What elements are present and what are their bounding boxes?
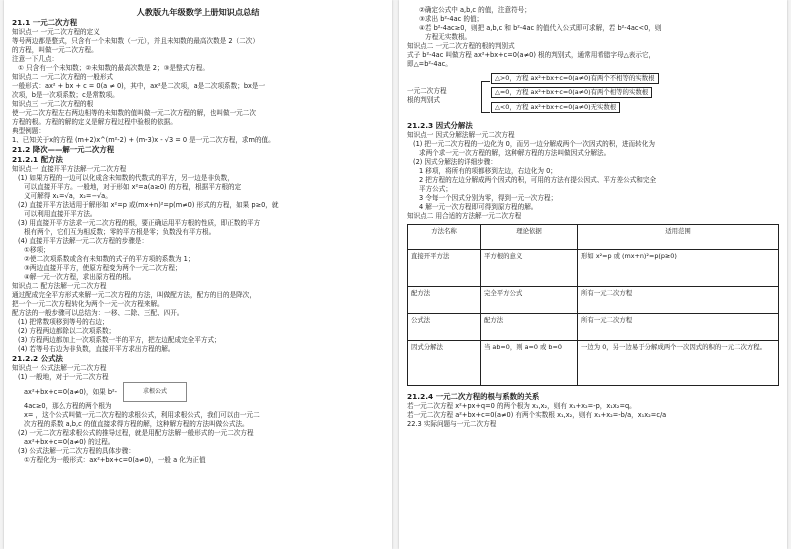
diagram-case-negative: △<0，方程 ax²+bx+c=0(a≠0)无实数根: [491, 102, 620, 113]
text-line: 知识点二 配方法解一元二次方程: [12, 282, 107, 290]
text-line: 2 把方程的左边分解成两个因式的积，可用的方法有提公因式、平方差公式和完全: [419, 176, 657, 184]
text-line: 知识点二 一元二次方程的根的判别式: [407, 42, 515, 50]
table-cell: 一边为 0，另一边易于分解成两个一次因式的积的一元二次方程。: [578, 341, 779, 386]
text-line: 22.3 实际问题与一元二次方程: [407, 420, 497, 428]
text-line: 一般形式：ax² + bx + c = 0(a ≠ 0)，其中，ax²是二次项，a是二次项系数；bx是一: [12, 82, 266, 90]
table-cell: 直接开平方法: [408, 250, 481, 287]
table-cell: 配方法: [481, 314, 578, 341]
text-line: 方程无实数根。: [425, 33, 472, 41]
text-line: 知识点一 直接开平方法解一元二次方程: [12, 165, 127, 173]
table-row: [408, 341, 779, 386]
diagram-label-line1: 一元二次方程: [407, 87, 447, 95]
text-line: 式子 b²-4ac 叫做方程 ax²+bx+c=0(a≠0) 根的判别式，通常用希腊字母△表示它，: [407, 51, 656, 59]
text-line: ④若 b²-4ac≥0，则把 a,b,c 和 b²-4ac 的值代入公式即可求解，若 b²-4ac<0，则: [419, 24, 662, 32]
text-line: 1 移项，将所有的项都移到左边，右边化为 0；: [419, 167, 557, 175]
text-line: 3 令每一个因式分别为零，得到一元一次方程；: [419, 194, 558, 202]
text-line: 知识点一 公式法解一元二次方程: [12, 364, 107, 372]
text-line: 即△=b²-4ac。: [407, 60, 452, 68]
text-line: 义可解得 x₁=√a，x₂=−√a。: [24, 192, 112, 200]
text-line: (3) 公式法解一元二次方程的具体步骤：: [18, 447, 135, 455]
text-line: (1) 把一元二次方程的一边化为 0，而另一边分解成两个一次因式的积，进而转化为: [413, 140, 655, 148]
text-line: 求两个求一元一次方程的解，这种解方程的方法叫做因式分解法。: [419, 149, 611, 157]
text-line: 若一元二次方程 a²+bx+c=0(a≠0) 有两个实数根 x₁,x₂，则有 x₁+x₂=-b/a，x₁x₂=c/a: [407, 411, 667, 419]
table-header-cell: 方法名称: [408, 225, 481, 250]
text-line: 1、已知关于x的方程 (m+2)x^(m²-2) + (m-3)x - √3 = 0 是一元二次方程，求m的值。: [12, 136, 275, 144]
text-line: (2) 方程两边都除以二次项系数；: [18, 327, 116, 335]
table-cell: 平方根的意义: [481, 250, 578, 287]
text-line: 的方程，叫做一元二次方程。: [12, 46, 98, 54]
text-line: 4 解一元一次方程即可得到原方程的解。: [419, 203, 538, 211]
text-line: ①移项；: [24, 246, 50, 254]
text-line: 知识点一 因式分解法解一元二次方程: [407, 131, 515, 139]
table-header-cell: 理论依据: [481, 225, 578, 250]
section-heading: 21.2.2 公式法: [12, 354, 63, 363]
document-page-left: [4, 0, 392, 549]
section-heading: 21.2 降次——解一元二次方程: [12, 145, 115, 154]
diagram-brace: [481, 81, 490, 113]
text-line: (1) 一般地，对于一元二次方程: [18, 373, 109, 381]
table-cell: 配方法: [408, 287, 481, 314]
text-line: (1) 如果方程的一边可以化成含未知数的代数式的平方，另一边是非负数，: [18, 174, 234, 182]
table-cell: 当 ab=0，则 a=0 或 b=0: [481, 341, 578, 386]
text-line: ax²+bx+c=0(a≠0)，如果 b²- 求根公式: [12, 382, 384, 402]
text-line: 使一元二次方程左右两边相等的未知数的值叫做一元二次方程的解，也叫做一元二次: [12, 109, 256, 117]
text-line: ③求出 b²-4ac 的值；: [419, 15, 484, 23]
text-line: (3) 方程两边都加上一次项系数一半的平方，把左边配成完全平方式；: [18, 336, 221, 344]
table-cell: 形如 x²=p 或 (mx+n)²=p(p≥0): [578, 250, 779, 287]
text-line: 知识点一 一元二次方程的定义: [12, 28, 100, 36]
diagram-label-line2: 根的判别式: [407, 96, 440, 104]
table-header-cell: 适用范围: [578, 225, 779, 250]
section-heading: 21.2.3 因式分解法: [407, 121, 473, 130]
text-line: ① 只含有一个未知数；②未知数的最高次数是 2；③是整式方程。: [18, 64, 209, 72]
text-line: 配方法的一般步骤可以总结为：一移、二除、三配、四开。: [12, 309, 184, 317]
table-row: [408, 250, 779, 287]
document-title: 人教版九年级数学上册知识点总结: [136, 7, 260, 17]
section-heading: 21.1 一元二次方程: [12, 18, 78, 27]
text-line: 根有两个，它们互为相反数；零的平方根是零；负数没有平方根。: [24, 228, 216, 236]
discriminant-diagram: [407, 73, 779, 119]
section-heading: 21.2.1 配方法: [12, 155, 63, 164]
right-page-text-mid: [407, 121, 779, 221]
document-page-right: [399, 0, 787, 549]
text-line: 方程的根。方程的解的定义是解方程过程中验根的依据。: [12, 118, 177, 126]
text-line: (1) 把常数项移到等号的右边；: [18, 318, 109, 326]
text-line: 可以利用直接开平方法。: [24, 210, 97, 218]
text-line: 知识点二 一元二次方程的一般形式: [12, 73, 114, 81]
text-line: ①方程化为一般形式：ax²+bx+c=0(a≠0)，一般 a 化为正值: [24, 456, 206, 464]
diagram-case-positive: △>0，方程 ax²+bx+c=0(a≠0)有两个不相等的实数根: [491, 73, 659, 84]
text-line: (2) 因式分解法的详细步骤：: [413, 158, 497, 166]
right-page-text-top: [407, 6, 779, 69]
section-heading: 21.2.4 一元二次方程的根与系数的关系: [407, 392, 540, 401]
table-row: [408, 287, 779, 314]
table-cell: 公式法: [408, 314, 481, 341]
text-line: 把一个一元二次方程转化为两个一元一次方程来解。: [12, 300, 164, 308]
table-cell: 所有一元二次方程: [578, 287, 779, 314]
text-line: (4) 直接开平方法解一元二次方程的步骤是：: [18, 237, 149, 245]
diagram-label: [407, 87, 447, 105]
table-header-row: [408, 225, 779, 250]
text-line: 等号两边都是整式，只含有一个未知数（一元），并且未知数的最高次数是 2（二次）: [12, 37, 259, 45]
text-line: 可以直接开平方。一般地，对于形如 x²=a(a≥0) 的方程，根据平方根的定: [24, 183, 242, 191]
text-line: ④解一元一次方程，求出原方程的根。: [24, 273, 136, 281]
text-line: 若一元二次方程 x²+px+q=0 的两个根为 x₁,x₂，则有 x₁+x₂=-p，x₁x₂=q。: [407, 402, 636, 410]
text-line: 知识点三 一元二次方程的根: [12, 100, 94, 108]
text-line: 典型例题：: [12, 127, 45, 135]
text-line: ②使二次项系数或含有未知数的式子的平方项的系数为 1；: [24, 255, 195, 263]
text-line: 知识点二 用合适的方法解一元二次方程: [407, 212, 522, 220]
quadratic-formula-image: 求根公式: [123, 382, 187, 402]
text-line: 4ac≥0，那么方程的两个根为: [24, 402, 112, 410]
text-line: (3) 用直接开平方法求一元二次方程的根，要正确运用平方根的性质，即正数的平方: [18, 219, 261, 227]
text-line: (2) 一元二次方程求根公式的推导过程，就是用配方法解一般形式的一元二次方程: [18, 429, 254, 437]
text-line: (4) 若等号右边为非负数，直接开平方求出方程的解。: [18, 345, 175, 353]
text-line: 注意一下几点：: [12, 55, 59, 63]
left-page-text: [4, 0, 392, 465]
table-cell: 完全平方公式: [481, 287, 578, 314]
table-cell: 因式分解法: [408, 341, 481, 386]
table-row: [408, 314, 779, 341]
method-comparison-table: [407, 224, 779, 386]
text-line: 通过配成完全平方形式来解一元二次方程的方法，叫做配方法，配方的目的是降次，: [12, 291, 256, 299]
table-cell: 所有一元二次方程: [578, 314, 779, 341]
text-line: 次方程的系数 a,b,c 的值直接求得方程的解，这种解方程的方法叫做公式法。: [24, 420, 249, 428]
diagram-case-zero: △=0，方程 ax²+bx+c=0(a≠0)有两个相等的实数根: [491, 87, 652, 98]
text-line: ②确定公式中 a,b,c 的值，注意符号；: [419, 6, 531, 14]
text-line: ax²+bx+c=0(a≠0) 的过程。: [24, 438, 115, 446]
right-page-text-bottom: [407, 392, 779, 429]
text-line: ③两边直接开平方，使原方程变为两个一元二次方程；: [24, 264, 182, 272]
text-line: (2) 直接开平方法适用于解形如 x²=p 或(mx+n)²=p(m≠0) 形式的方程，如果 p≥0，就: [18, 201, 279, 209]
text-line: x= ，这个公式叫做一元二次方程的求根公式，利用求根公式，我们可以由一元二: [24, 411, 260, 419]
text-line: 次项，b是一次项系数；c是常数项。: [12, 91, 119, 99]
text-line: 平方公式；: [419, 185, 452, 193]
